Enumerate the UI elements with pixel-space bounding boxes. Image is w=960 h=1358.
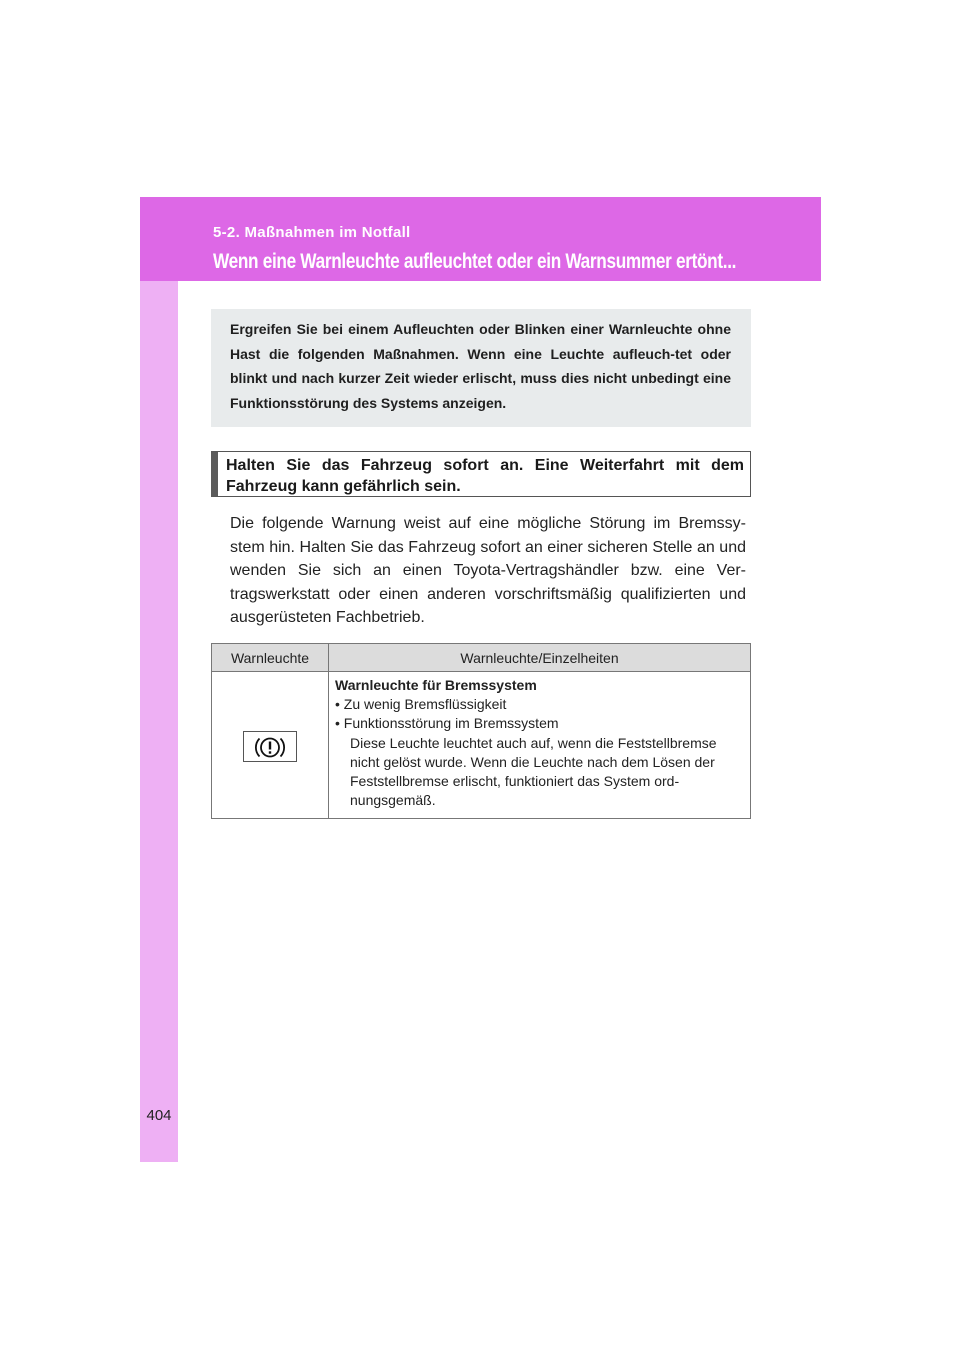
side-band [140,197,178,1162]
list-item: • Funktionsstörung im Bremssystem [335,715,559,732]
detail-title: Warnleuchte für Bremssystem [335,677,537,693]
intro-box [211,309,751,427]
icon-cell [212,672,329,819]
detail-cell [329,672,751,819]
table-header-row [212,644,751,672]
table-header-details: Warnleuchte/Einzelheiten [329,644,751,672]
detail-text-line: nicht gelöst wurde. Wenn die Leuchte nach dem Lösen der [350,753,715,770]
detail-text-line: nungsgemäß. [350,792,436,809]
page-title: Wenn eine Warnleuchte aufleuchtet oder ein Warnsummer ertönt... [213,250,737,273]
detail-text-line: Feststellbremse erlischt, funktioniert das System ord- [350,773,680,790]
page-number: 404 [146,1107,172,1124]
warning-text: Halten Sie das Fahrzeug sofort an. Eine Weiterfahrt mit dem Fahrzeug kann gefährlich sein. [226,457,744,495]
warning-light-table [211,643,751,819]
brake-system-warning-icon [243,731,297,762]
list-item: • Zu wenig Bremsflüssigkeit [335,696,507,713]
section-label: 5-2. Maßnahmen im Notfall [213,224,411,241]
table-row [212,672,751,819]
body-paragraph: Die folgende Warnung weist auf eine mögliche Störung im Bremssy-stem hin. Halten Sie das Fahrzeug sofort an einer sicheren Stelle an und wenden Sie sich an einen Toyota-Vertragshändler bzw. eine Ver-tragswerkstatt oder einen anderen vorschriftsmäßig qualifizierten und ausgerüsteten Fachbetrieb. [230,515,746,626]
detail-text-line: Diese Leuchte leuchtet auch auf, wenn die Feststellbremse [350,734,717,751]
intro-text: Ergreifen Sie bei einem Aufleuchten oder Blinken einer Warnleuchte ohne Hast die folgenden Maßnahmen. Wenn eine Leuchte aufleuch-tet oder blinkt und nach kurzer Zeit wieder erlischt, muss dies nicht unbedingt eine Funktionsstörung des Systems anzeigen. [230,321,731,411]
table-header-warnleuchte: Warnleuchte [212,644,329,672]
warning-box [211,451,751,497]
